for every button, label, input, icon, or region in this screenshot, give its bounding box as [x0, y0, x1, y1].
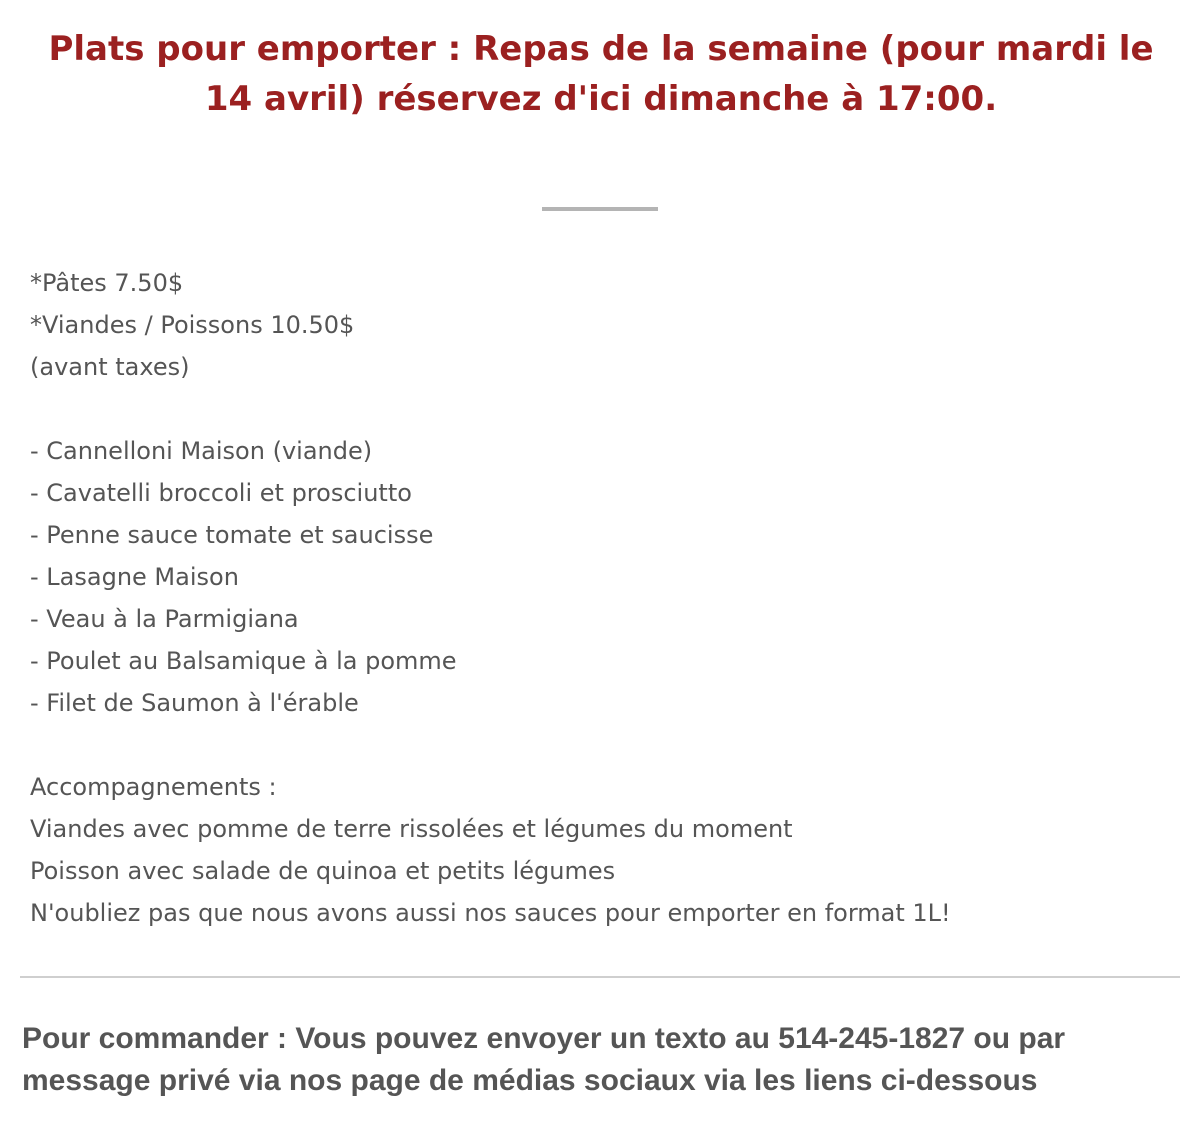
menu-item: - Poulet au Balsamique à la pomme: [30, 647, 457, 675]
price-viandes-poissons: *Viandes / Poissons 10.50$: [30, 311, 355, 339]
section-divider: [542, 207, 658, 211]
sauce-reminder: N'oubliez pas que nous avons aussi nos sauces pour emporter en format 1L!: [30, 899, 951, 927]
sides-meat: Viandes avec pomme de terre rissolées et légumes du moment: [30, 815, 793, 843]
page-title: Plats pour emporter : Repas de la semaine (pour mardi le 14 avril) réservez d'ici dimanche à 17:00.: [48, 29, 1154, 119]
menu-item: - Filet de Saumon à l'érable: [30, 689, 359, 717]
menu-item: - Cavatelli broccoli et prosciutto: [30, 479, 412, 507]
menu-content: [30, 262, 1180, 934]
menu-item: - Penne sauce tomate et saucisse: [30, 521, 434, 549]
menu-item: - Lasagne Maison: [30, 563, 239, 591]
price-pates: *Pâtes 7.50$: [30, 269, 184, 297]
menu-item: - Veau à la Parmigiana: [30, 605, 299, 633]
menu-item: - Cannelloni Maison (viande): [30, 437, 373, 465]
spacer: [30, 388, 1180, 430]
price-note: (avant taxes): [30, 353, 190, 381]
sides-fish: Poisson avec salade de quinoa et petits légumes: [30, 857, 616, 885]
order-instructions: Pour commander : Vous pouvez envoyer un texto au 514-245-1827 ou par message privé via nos page de médias sociaux via les liens ci-dessous: [22, 1022, 1066, 1097]
spacer: [30, 724, 1180, 766]
footer-divider: [20, 976, 1180, 978]
sides-title: Accompagnements :: [30, 773, 277, 801]
